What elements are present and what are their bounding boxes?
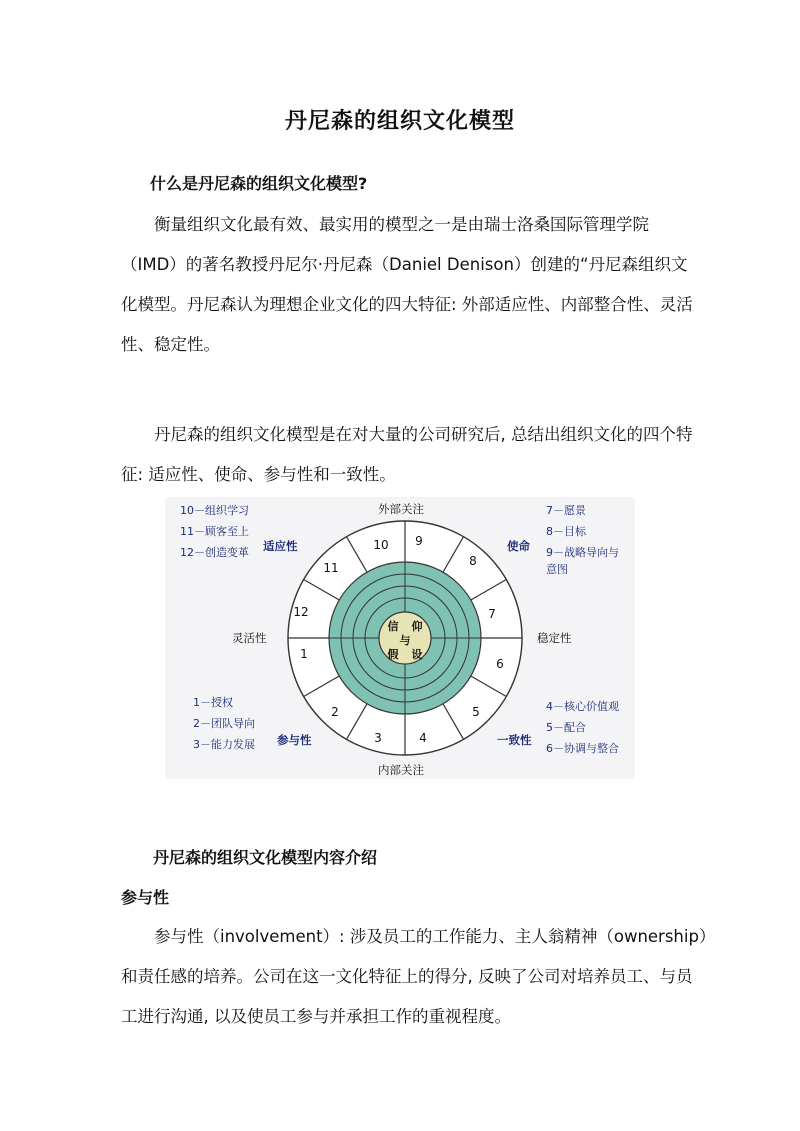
axis-label-bottom: 内部关注 — [378, 763, 424, 777]
text-line: 化模型。丹尼森认为理想企业文化的四大特征: 外部适应性、内部整合性、灵活 — [121, 295, 693, 314]
quadrant-label-mission: 使命 — [507, 539, 530, 553]
involvement-paragraph — [121, 917, 716, 1037]
subheading-involvement: 参与性 — [121, 888, 170, 907]
text-line: 和责任感的培养。公司在这一文化特征上的得分, 反映了公司对培养员工、与员 — [121, 967, 693, 986]
section-heading-what-is: 什么是丹尼森的组织文化模型? — [150, 174, 368, 193]
mission-item: 8－目标 — [546, 525, 586, 538]
consistency-item: 5－配合 — [546, 721, 586, 734]
features-paragraph — [121, 415, 693, 495]
text-line: 工进行沟通, 以及使员工参与并承担工作的重视程度。 — [121, 1007, 511, 1026]
axis-label-top: 外部关注 — [378, 502, 424, 516]
segment-number: 8 — [469, 554, 477, 568]
axis-label-right: 稳定性 — [537, 631, 572, 645]
segment-number: 7 — [488, 607, 496, 621]
text-line: 征: 适应性、使命、参与性和一致性。 — [121, 465, 396, 484]
quadrant-label-adaptability: 适应性 — [263, 539, 298, 553]
center-char: 仰 — [411, 620, 423, 633]
center-char: 假 — [387, 648, 399, 661]
segment-number: 5 — [472, 705, 480, 719]
segment-number: 3 — [374, 731, 382, 745]
adaptability-item: 11－顾客至上 — [180, 525, 249, 538]
intro-paragraph — [121, 205, 693, 365]
mission-item: 意图 — [546, 563, 568, 576]
involvement-item: 3－能力发展 — [193, 738, 255, 751]
involvement-item: 2－团队导向 — [193, 717, 255, 730]
page-title: 丹尼森的组织文化模型 — [284, 109, 515, 134]
segment-number: 12 — [293, 605, 309, 619]
segment-number: 6 — [496, 657, 504, 671]
segment-number: 2 — [331, 705, 339, 719]
axis-label-left: 灵活性 — [232, 631, 267, 645]
center-char: 与 — [399, 634, 411, 647]
text-line: 衡量组织文化最有效、最实用的模型之一是由瑞士洛桑国际管理学院 — [154, 215, 649, 234]
text-line: 性、稳定性。 — [121, 335, 220, 354]
segment-number: 1 — [300, 647, 308, 661]
text-line: 丹尼森的组织文化模型是在对大量的公司研究后, 总结出组织文化的四个特 — [154, 425, 693, 444]
section-heading-content: 丹尼森的组织文化模型内容介绍 — [153, 848, 378, 867]
denison-model-diagram — [165, 497, 635, 779]
consistency-item: 6－协调与整合 — [546, 742, 619, 755]
text-line: （IMD）的著名教授丹尼尔·丹尼森（Daniel Denison）创建的“丹尼森组织文 — [121, 255, 688, 274]
mission-item: 9－战略导向与 — [546, 546, 619, 559]
involvement-item: 1－授权 — [193, 696, 233, 709]
adaptability-item: 10－组织学习 — [180, 504, 249, 517]
text-line: 参与性（involvement）: 涉及员工的工作能力、主人翁精神（ownership） — [154, 927, 716, 946]
adaptability-item: 12－创造变革 — [180, 546, 249, 559]
quadrant-label-involvement: 参与性 — [277, 733, 312, 747]
segment-number: 9 — [415, 534, 423, 548]
segment-number: 11 — [323, 561, 339, 575]
consistency-item: 4－核心价值观 — [546, 700, 619, 713]
quadrant-label-consistency: 一致性 — [497, 733, 532, 747]
center-char: 设 — [411, 648, 423, 661]
mission-item: 7－愿景 — [546, 504, 586, 517]
segment-number: 4 — [419, 731, 427, 745]
segment-number: 10 — [373, 538, 389, 552]
center-char: 信 — [387, 620, 399, 633]
